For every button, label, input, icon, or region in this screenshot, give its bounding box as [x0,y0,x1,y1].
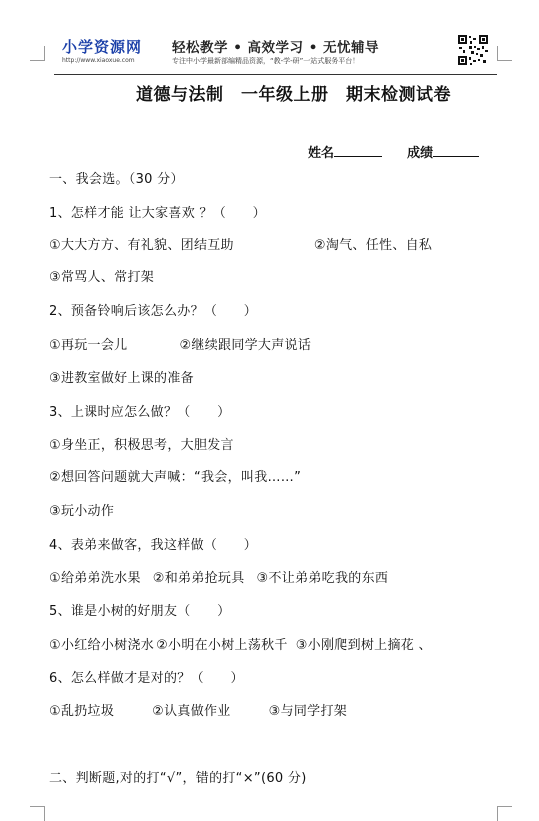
question-4-option-b: ②和弟弟抢玩具 [152,571,245,586]
question-5-option-a: ①小红给小树浇水 [49,638,155,653]
site-logo: 小学资源网 [62,38,143,56]
question-4-options [49,567,388,586]
section-heading: 一、我会选。（30 分） [49,172,184,187]
header-divider [54,74,497,75]
question-2-option-c: ③进教室做好上课的准备 [49,371,194,386]
question-4-option-c: ③不让弟弟吃我的东西 [256,571,389,586]
question-5-options [49,634,432,653]
question-6-option-c: ③与同学打架 [268,704,348,719]
question-1-option-a: ①大大方方、有礼貌、团结互助 [49,238,234,253]
question-2-option-b: ②继续跟同学大声说话 [179,338,312,353]
question-3-option-a: ①身坐正，积极思考，大胆发言 [49,438,234,453]
crop-mark-bottom-right [497,806,512,821]
question-5-option-b: ②小明在小树上荡秋千 [156,638,288,653]
name-blank [334,143,382,157]
question-2-option-a: ①再玩一会儿 [49,338,128,353]
question-3-option-c: ③玩小动作 [49,504,115,519]
question-2-options [49,334,311,353]
page-header [54,30,490,74]
site-url: http://www.xiaoxue.com [62,57,135,64]
question-6-options [49,700,347,719]
question-1-option-b: ②淘气、任性、自私 [313,238,433,253]
question-6-stem: 6、怎么样做才是对的？（ ） [49,671,244,686]
question-1-stem: 1、怎样才能 让大家喜欢 ？（ ） [49,206,266,221]
question-6-option-b: ②认真做作业 [152,704,231,719]
crop-mark-top-right [497,46,512,61]
header-slogan: 轻松教学 • 高效学习 • 无忧辅导 [172,40,380,56]
question-5-option-c: ③小刚爬到树上摘花 、 [295,638,432,653]
question-4-option-a: ①给弟弟洗水果 [49,571,141,586]
section-2-heading: 二、判断题,对的打“√”，错的打“×”(60 分) [49,771,307,786]
question-2-stem: 2、预备铃响后该怎么办？（ ） [49,304,258,319]
header-tagline: 专注中小学最新部编精品资源，“教-学-研”一站式服务平台！ [172,57,360,65]
question-4-stem: 4、表弟来做客，我这样做（ ） [49,538,258,553]
qr-code-icon [457,34,489,66]
question-3-stem: 3、上课时应怎么做？（ ） [49,405,231,420]
score-label: 成绩 [407,146,434,161]
crop-mark-bottom-left [30,806,45,821]
crop-mark-top-left [30,46,45,61]
question-3-option-b: ②想回答问题就大声喊：“我会，叫我……” [49,470,302,485]
exam-title: 道德与法制 一年级上册 期末检测试卷 [136,85,451,105]
name-label: 姓名 [308,146,335,161]
name-score-line [308,142,479,161]
question-1-options [49,234,432,253]
question-6-option-a: ①乱扔垃圾 [49,704,115,719]
question-5-stem: 5、谁是小树的好朋友（ ） [49,604,231,619]
question-1-option-c: ③常骂人、常打架 [49,270,155,285]
score-blank [433,143,479,157]
